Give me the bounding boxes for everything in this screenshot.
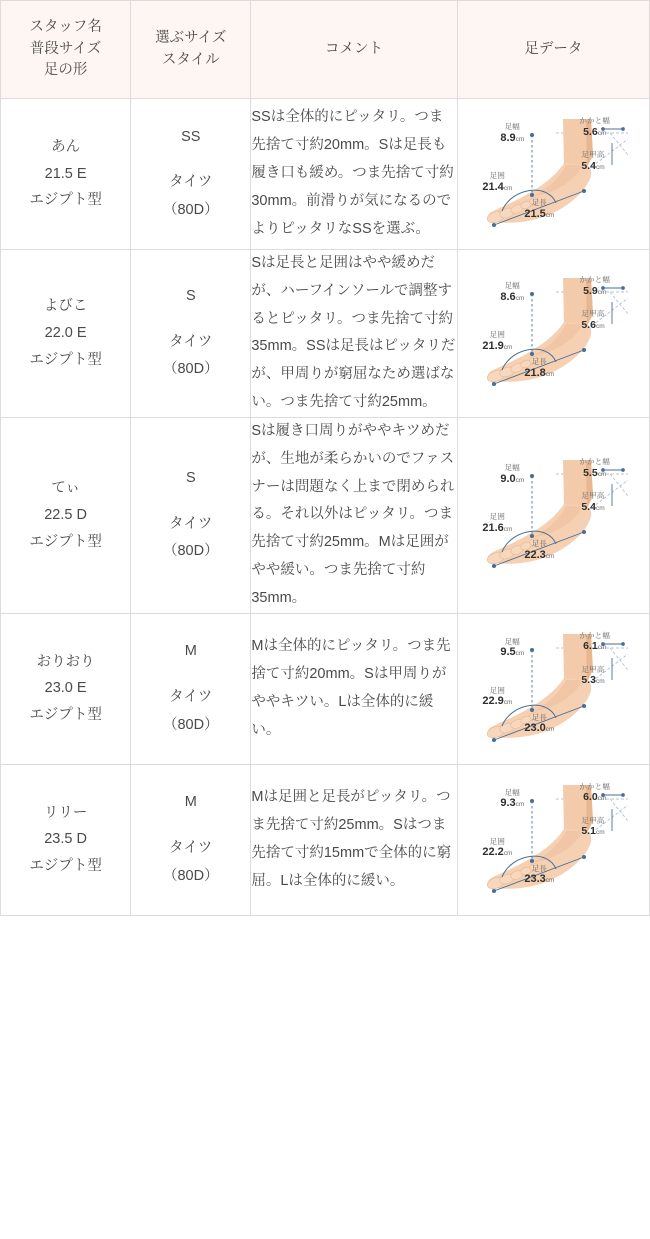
header-line-foot-data: 足データ bbox=[524, 40, 583, 57]
chosen-size: S bbox=[185, 470, 196, 487]
column-header-size-style bbox=[131, 1, 251, 99]
instep-height-label: 足甲高 bbox=[581, 309, 605, 319]
heel-width-callout bbox=[579, 117, 610, 138]
size-style-cell bbox=[131, 417, 251, 613]
foot-length-callout bbox=[524, 199, 554, 220]
foot-length-callout bbox=[524, 714, 554, 735]
foot-width-callout bbox=[500, 789, 524, 810]
style-line-1: タイツ bbox=[169, 839, 213, 856]
foot-width-label: 足幅 bbox=[504, 787, 521, 797]
heel-width-label: かかと幅 bbox=[579, 630, 611, 640]
chosen-size: M bbox=[184, 643, 197, 660]
table-row bbox=[1, 250, 650, 418]
staff-foot-type: エジプト型 bbox=[29, 858, 102, 875]
staff-usual-size: 23.0 E bbox=[44, 680, 87, 697]
style-line-1: タイツ bbox=[169, 333, 213, 350]
foot-width-label: 足幅 bbox=[504, 122, 521, 131]
staff-foot-type: エジプト型 bbox=[29, 192, 102, 209]
staff-name: リリー bbox=[43, 804, 88, 821]
comment-cell: Mは足囲と足長がピッタリ。つま先捨て寸約25mm。Sはつま先捨て寸約15mmで全体的に窮屈。Lは全体的に緩い。 bbox=[251, 764, 457, 915]
heel-width-value: 6.0cm bbox=[583, 791, 607, 804]
style-line-1: タイツ bbox=[169, 174, 213, 191]
heel-width-label: かかと幅 bbox=[579, 457, 611, 467]
foot-girth-label: 足囲 bbox=[489, 330, 506, 340]
style-line-1: タイツ bbox=[169, 688, 213, 705]
size-style-cell bbox=[131, 99, 251, 250]
foot-width-callout bbox=[500, 464, 524, 485]
staff-cell bbox=[1, 99, 131, 250]
instep-height-value: 5.3cm bbox=[581, 674, 605, 687]
style-line-2: （80D） bbox=[162, 201, 219, 218]
foot-girth-label: 足囲 bbox=[489, 512, 506, 522]
table-row bbox=[1, 764, 650, 915]
foot-girth-label: 足囲 bbox=[489, 836, 506, 846]
instep-height-label: 足甲高 bbox=[581, 664, 605, 674]
instep-height-label: 足甲高 bbox=[581, 491, 605, 501]
heel-width-callout bbox=[579, 783, 610, 804]
table-body bbox=[1, 99, 650, 916]
style-line-2: （80D） bbox=[162, 716, 219, 733]
size-style-cell bbox=[131, 250, 251, 418]
foot-measurement-diagram bbox=[460, 99, 646, 249]
foot-girth-callout bbox=[482, 331, 512, 352]
foot-data-cell bbox=[457, 99, 649, 250]
instep-height-value: 5.4cm bbox=[581, 500, 605, 513]
foot-girth-value: 21.4cm bbox=[482, 180, 513, 193]
instep-height-value: 5.4cm bbox=[581, 159, 605, 172]
foot-measurement-diagram bbox=[460, 614, 646, 764]
foot-width-value: 8.6cm bbox=[500, 291, 525, 304]
table-row bbox=[1, 613, 650, 764]
spacer bbox=[131, 493, 250, 511]
foot-girth-value: 21.6cm bbox=[482, 521, 513, 534]
foot-width-label: 足幅 bbox=[504, 636, 521, 646]
chosen-size: S bbox=[185, 288, 196, 305]
foot-data-cell bbox=[457, 764, 649, 915]
style-line-2: （80D） bbox=[162, 543, 219, 560]
instep-height-callout bbox=[581, 151, 604, 172]
foot-length-value: 23.3cm bbox=[524, 873, 555, 886]
foot-length-value: 22.3cm bbox=[524, 548, 555, 561]
foot-girth-label: 足囲 bbox=[489, 171, 506, 180]
column-header-comment bbox=[251, 1, 457, 99]
style-line-1: タイツ bbox=[169, 515, 213, 532]
heel-width-value: 5.6cm bbox=[583, 125, 607, 138]
table-row bbox=[1, 417, 650, 613]
instep-height-value: 5.6cm bbox=[581, 319, 605, 332]
table-head bbox=[1, 1, 650, 99]
foot-girth-value: 21.9cm bbox=[482, 340, 513, 353]
style-line-2: （80D） bbox=[162, 867, 219, 884]
heel-width-callout bbox=[579, 458, 610, 479]
foot-measurement-diagram bbox=[460, 765, 646, 915]
heel-width-callout bbox=[579, 276, 610, 297]
staff-usual-size: 21.5 E bbox=[44, 165, 87, 182]
heel-width-label: かかと幅 bbox=[579, 116, 611, 125]
staff-cell bbox=[1, 250, 131, 418]
foot-length-label: 足長 bbox=[531, 539, 548, 549]
foot-length-label: 足長 bbox=[531, 712, 548, 722]
size-style-cell bbox=[131, 764, 251, 915]
foot-girth-callout bbox=[482, 172, 512, 193]
staff-cell bbox=[1, 613, 131, 764]
foot-length-label: 足長 bbox=[531, 863, 548, 873]
foot-length-value: 21.5cm bbox=[524, 207, 555, 220]
instep-height-callout bbox=[581, 817, 604, 838]
spacer bbox=[131, 666, 250, 684]
foot-width-label: 足幅 bbox=[504, 281, 521, 291]
foot-length-label: 足長 bbox=[531, 357, 548, 367]
foot-width-value: 9.3cm bbox=[500, 797, 525, 810]
foot-length-callout bbox=[524, 540, 554, 561]
foot-length-label: 足長 bbox=[531, 198, 548, 207]
foot-girth-value: 22.9cm bbox=[482, 695, 513, 708]
staff-cell bbox=[1, 764, 131, 915]
comment-cell: Sは足長と足囲はやや緩めだが、ハーフインソールで調整するとピッタリ。つま先捨て寸約35mm。SSは足長はピッタリだが、甲周りが窮屈なため選ばない。つま先捨て寸約25mm。 bbox=[251, 250, 457, 418]
chosen-size: SS bbox=[181, 128, 201, 145]
staff-name: あん bbox=[51, 138, 81, 155]
foot-width-callout bbox=[500, 123, 524, 144]
foot-girth-callout bbox=[482, 513, 512, 534]
staff-name: よびこ bbox=[43, 298, 88, 315]
staff-usual-size: 22.5 D bbox=[44, 506, 87, 523]
heel-width-value: 6.1cm bbox=[583, 640, 607, 653]
heel-width-label: かかと幅 bbox=[579, 275, 611, 285]
spacer bbox=[131, 151, 250, 169]
foot-measurement-diagram bbox=[460, 258, 646, 408]
foot-data-cell bbox=[457, 417, 649, 613]
staff-name: おりおり bbox=[36, 653, 95, 670]
foot-girth-callout bbox=[482, 687, 512, 708]
table-row bbox=[1, 99, 650, 250]
instep-height-value: 5.1cm bbox=[581, 825, 605, 838]
staff-usual-size: 22.0 E bbox=[44, 325, 87, 342]
instep-height-label: 足甲高 bbox=[581, 150, 605, 159]
header-line-comment: コメント bbox=[325, 40, 384, 57]
foot-girth-value: 22.2cm bbox=[482, 846, 513, 859]
staff-foot-type: エジプト型 bbox=[29, 351, 102, 368]
chosen-size: M bbox=[184, 794, 197, 811]
foot-length-callout bbox=[524, 865, 554, 886]
heel-width-label: かかと幅 bbox=[579, 781, 611, 791]
foot-width-value: 8.9cm bbox=[500, 131, 525, 144]
column-header-foot-data bbox=[457, 1, 649, 99]
style-line-2: （80D） bbox=[162, 361, 219, 378]
foot-girth-label: 足囲 bbox=[489, 685, 506, 695]
foot-length-value: 21.8cm bbox=[524, 367, 555, 380]
heel-width-callout bbox=[579, 632, 610, 653]
foot-width-value: 9.5cm bbox=[500, 646, 525, 659]
staff-usual-size: 23.5 D bbox=[44, 831, 87, 848]
foot-width-value: 9.0cm bbox=[500, 472, 525, 485]
header-row bbox=[1, 1, 650, 99]
spacer bbox=[131, 817, 250, 835]
header-line-foot-type: 足の形 bbox=[43, 62, 88, 79]
header-line-chosen-size: 選ぶサイズ bbox=[155, 29, 227, 46]
header-line-usual-size: 普段サイズ bbox=[29, 40, 102, 57]
heel-width-value: 5.5cm bbox=[583, 466, 607, 479]
comment-cell: Sは履き口周りがややキツめだが、生地が柔らかいのでファスナーは問題なく上まで閉められる。それ以外はピッタリ。つま先捨て寸約25mm。Mは足囲がやや緩い。つま先捨て寸約35mm。 bbox=[251, 417, 457, 613]
foot-length-value: 23.0cm bbox=[524, 722, 555, 735]
header-line-staff-name: スタッフ名 bbox=[29, 18, 102, 35]
instep-height-label: 足甲高 bbox=[581, 815, 605, 825]
comment-cell: SSは全体的にピッタリ。つま先捨て寸約20mm。Sは足長も履き口も緩め。つま先捨て寸約30mm。前滑りが気になるのでよりピッタリなSSを選ぶ。 bbox=[251, 99, 457, 250]
instep-height-callout bbox=[581, 492, 604, 513]
foot-data-cell bbox=[457, 613, 649, 764]
foot-length-callout bbox=[524, 358, 554, 379]
size-style-cell bbox=[131, 613, 251, 764]
instep-height-callout bbox=[581, 310, 604, 331]
staff-name: てぃ bbox=[51, 480, 80, 497]
foot-width-callout bbox=[500, 638, 524, 659]
foot-data-cell bbox=[457, 250, 649, 418]
foot-width-label: 足幅 bbox=[504, 463, 521, 473]
foot-measurement-diagram bbox=[460, 440, 646, 590]
staff-foot-type: エジプト型 bbox=[29, 707, 102, 724]
header-line-style: スタイル bbox=[161, 51, 220, 68]
staff-cell bbox=[1, 417, 131, 613]
instep-height-callout bbox=[581, 666, 604, 687]
column-header-staff bbox=[1, 1, 131, 99]
heel-width-value: 5.9cm bbox=[583, 285, 607, 298]
foot-girth-callout bbox=[482, 838, 512, 859]
foot-width-callout bbox=[500, 282, 524, 303]
staff-foot-type: エジプト型 bbox=[29, 533, 102, 550]
comment-cell: Mは全体的にピッタリ。つま先捨て寸約20mm。Sは甲周りがややキツい。Lは全体的に緩い。 bbox=[251, 613, 457, 764]
spacer bbox=[131, 311, 250, 329]
